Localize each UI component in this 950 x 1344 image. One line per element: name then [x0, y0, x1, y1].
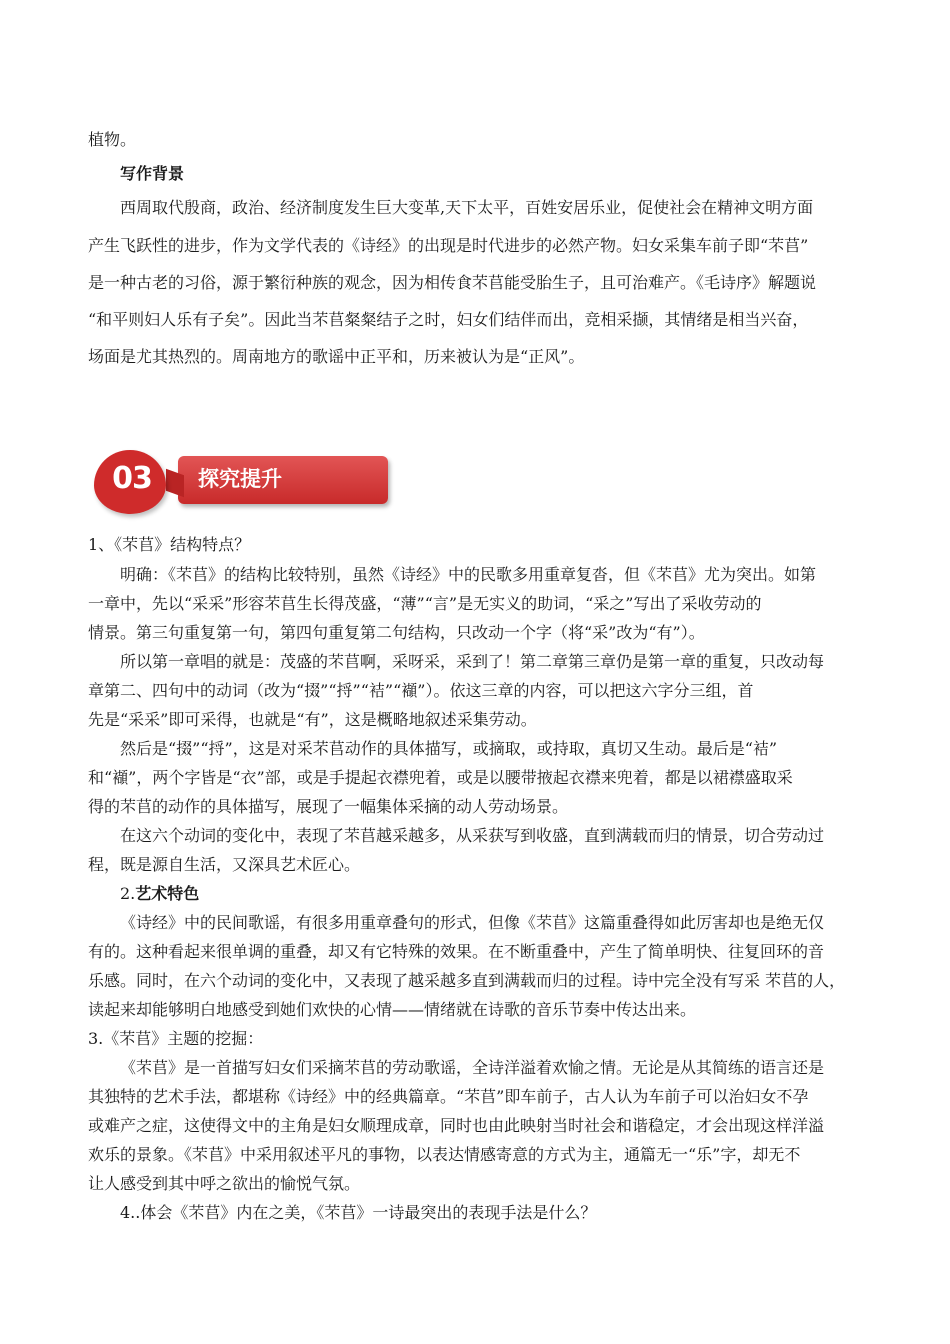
- section-badge: [90, 446, 400, 514]
- paragraph-line: 程，既是源自生活，又深具艺术匠心。: [88, 855, 361, 874]
- paragraph-line: 一章中，先以“采采”形容芣苢生长得茂盛，“薄”“言”是无实义的助词，“采之”写出了采收劳动的: [88, 594, 762, 613]
- paragraph-line: 是一种古老的习俗，源于繁衍种族的观念，因为相传食芣苢能受胎生子，且可治难产。《毛诗序》解题说: [88, 273, 817, 292]
- paragraph-line: 场面是尤其热烈的。周南地方的歌谣中正平和，历来被认为是“正风”。: [88, 347, 585, 366]
- paragraph-line: 所以第一章唱的就是：茂盛的芣苢啊，采呀采，采到了！第二章第三章仍是第一章的重复，只改动每: [120, 652, 825, 671]
- question-4: 4..体会《芣苢》内在之美，《芣苢》一诗最突出的表现手法是什么？: [120, 1203, 597, 1222]
- question-2-number: 2.: [120, 884, 136, 903]
- paragraph-line: 得的芣苢的动作的具体描写，展现了一幅集体采摘的动人劳动场景。: [88, 797, 569, 816]
- paragraph-line: 在这六个动词的变化中，表现了芣苢越采越多，从采获写到收盛，直到满载而归的情景，切合劳动过: [120, 826, 825, 845]
- paragraph-line: 然后是“掇”“捋”，这是对采芣苢动作的具体描写，或摘取，或持取，真切又生动。最后是“袺”: [120, 739, 778, 758]
- paragraph-line: 或难产之症，这使得文中的主角是妇女顺理成章，同时也由此映射当时社会和谐稳定，才会出现这样洋溢: [88, 1116, 825, 1135]
- paragraph-line: 《诗经》中的民间歌谣，有很多用重章叠句的形式，但像《芣苢》这篇重叠得如此厉害却也是绝无仅: [120, 913, 825, 932]
- paragraph-line: 产生飞跃性的进步，作为文学代表的《诗经》的出现是时代进步的必然产物。妇女采集车前子即“芣苢”: [88, 236, 809, 255]
- paragraph-line: 让人感受到其中呼之欲出的愉悦气氛。: [88, 1174, 361, 1193]
- paragraph-tail: 植物。: [88, 130, 137, 149]
- paragraph-line: 读起来却能够明白地感受到她们欢快的心情——情绪就在诗歌的音乐节奏中传达出来。: [88, 1000, 697, 1019]
- paragraph-line: 先是“采采”即可采得，也就是“有”，这是概略地叙述采集劳动。: [88, 710, 537, 729]
- question-3: 3.《芣苢》主题的挖掘：: [88, 1029, 264, 1048]
- paragraph-line: 情景。第三句重复第一句，第四句重复第二句结构，只改动一个字（将“采”改为“有”）。: [88, 623, 705, 642]
- paragraph-line: 《芣苢》是一首描写妇女们采摘芣苢的劳动歌谣，全诗洋溢着欢愉之情。无论是从其简练的语言还是: [120, 1058, 825, 1077]
- paragraph-line: 有的。这种看起来很单调的重叠，却又有它特殊的效果。在不断重叠中，产生了简单明快、往复回环的音: [88, 942, 825, 961]
- question-2: [120, 884, 199, 904]
- paragraph-line: 章第二、四句中的动词（改为“掇”“捋”“袺”“襭”）。依这三章的内容，可以把这六字分三组，首: [88, 681, 754, 700]
- paragraph-line: 乐感。同时，在六个动词的变化中，又表现了越采越多直到满载而归的过程。诗中完全没有写采 芣苢的人，: [88, 971, 846, 990]
- paragraph-line: 明确：《芣苢》的结构比较特别，虽然《诗经》中的民歌多用重章复沓，但《芣苢》尤为突出。如第: [120, 565, 817, 584]
- question-1: 1、《芣苢》结构特点？: [88, 535, 251, 554]
- paragraph-line: 和“襭”，两个字皆是“衣”部，或是手提起衣襟兜着，或是以腰带掖起衣襟来兜着，都是以裙襟盛取采: [88, 768, 793, 787]
- section-heading-background: 写作背景: [120, 164, 185, 183]
- question-2-title: 艺术特色: [135, 884, 200, 903]
- badge-number: 03: [112, 461, 152, 496]
- paragraph-line: 西周取代殷商，政治、经济制度发生巨大变革,天下太平，百姓安居乐业，促使社会在精神文明方面: [120, 198, 814, 217]
- badge-title: 探究提升: [198, 467, 282, 491]
- paragraph-line: “和平则妇人乐有子矣”。因此当芣苢粲粲结子之时，妇女们结伴而出，竞相采撷，其情绪是相当兴奋，: [88, 310, 809, 329]
- paragraph-line: 其独特的艺术手法，都堪称《诗经》中的经典篇章。“芣苢”即车前子，古人认为车前子可以治妇女不孕: [88, 1087, 809, 1106]
- paragraph-line: 欢乐的景象。《芣苢》中采用叙述平凡的事物，以表达情感寄意的方式为主，通篇无一“乐”字，却无不: [88, 1145, 801, 1164]
